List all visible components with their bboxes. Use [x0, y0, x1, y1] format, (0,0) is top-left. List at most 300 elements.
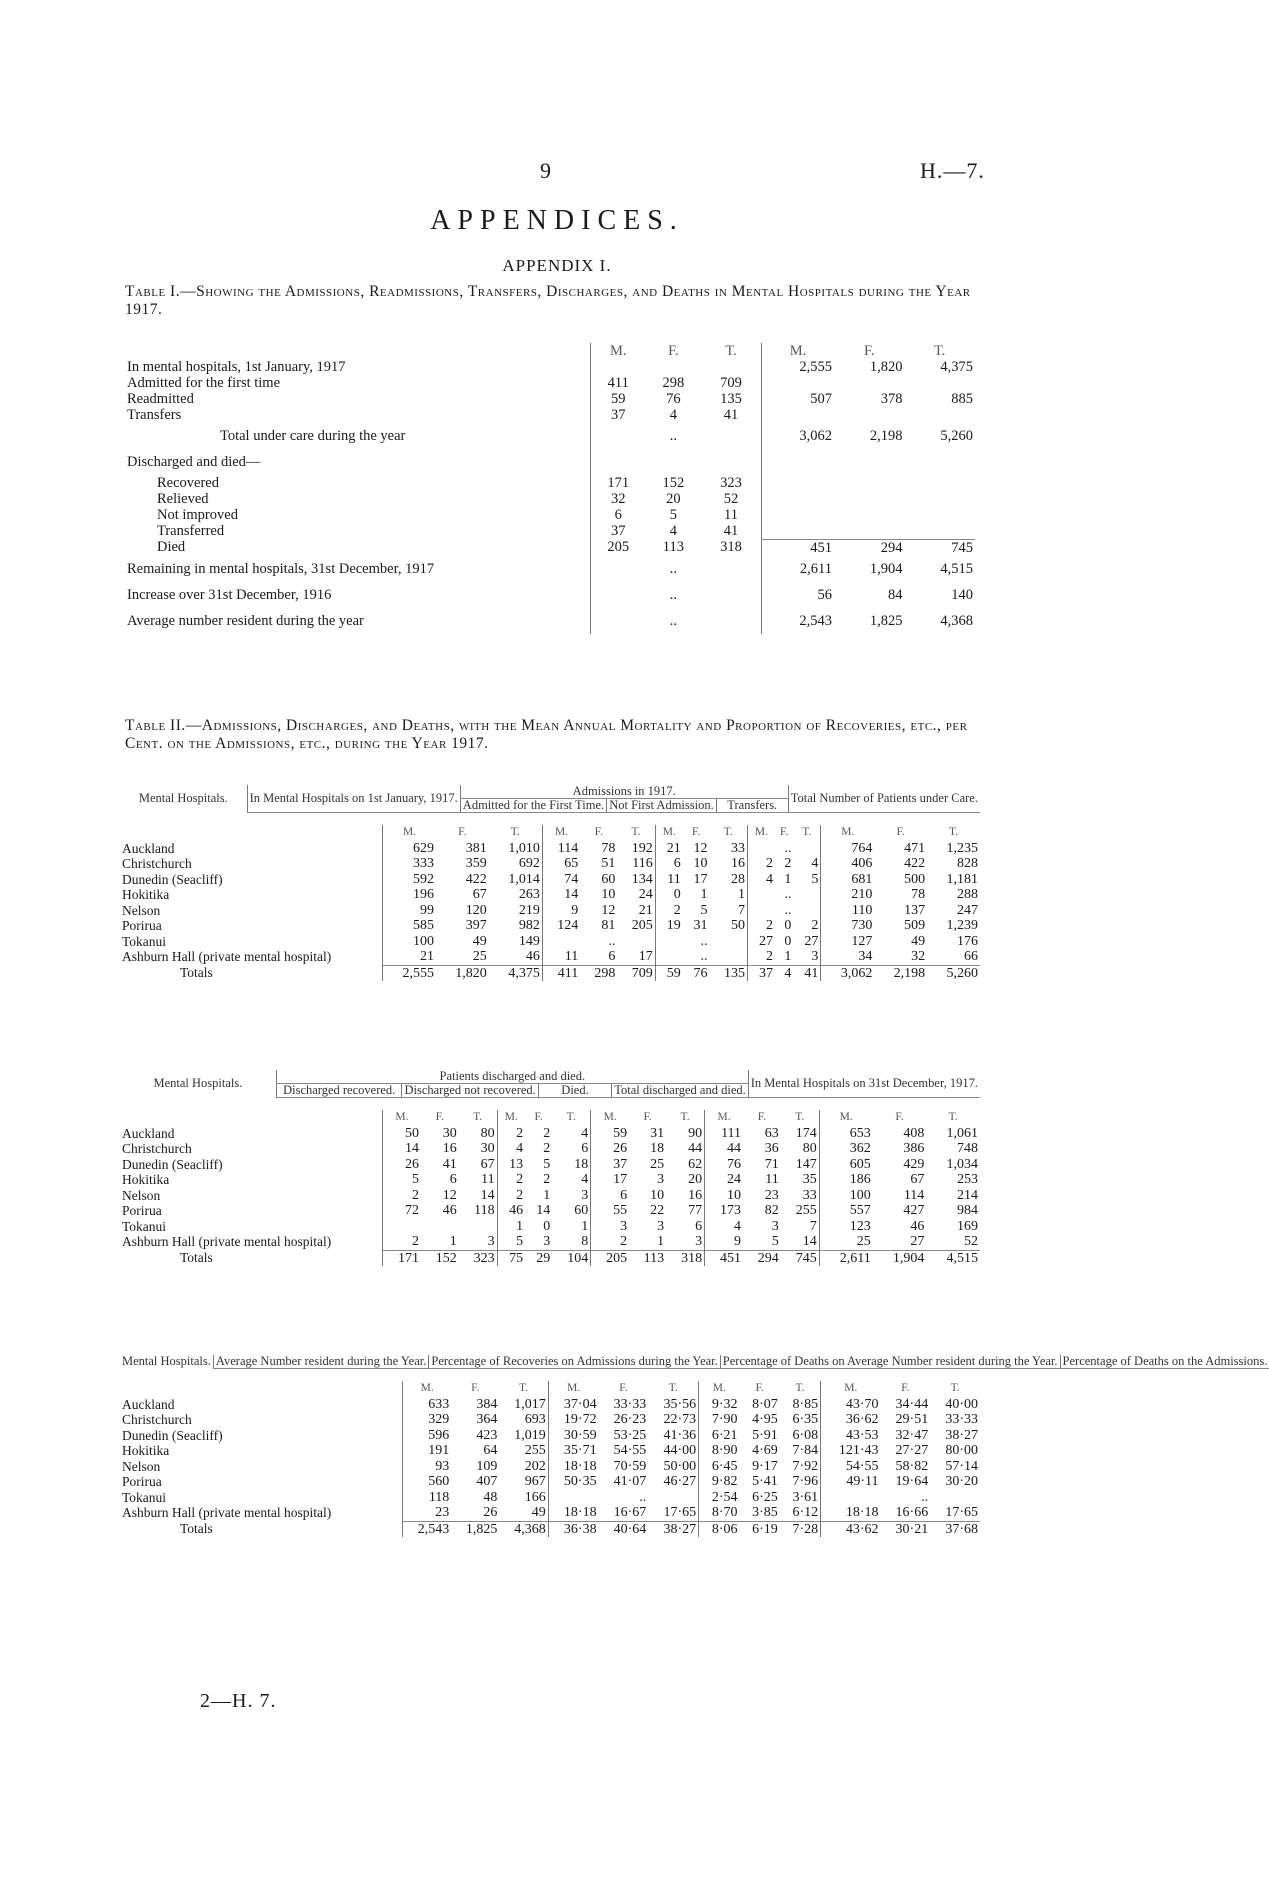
table-cell: 4: [775, 965, 793, 981]
p2-header-group: Patients discharged and died.: [276, 1070, 748, 1084]
table-cell: 210: [821, 887, 875, 903]
table-cell: 397: [465, 918, 487, 933]
table1-caption-text: —Showing the Admissions, Readmissions, Transfers, Discharges, and Deaths in Mental Hospitals during the Year 1917.: [125, 283, 971, 318]
table1-row: [125, 423, 975, 449]
table2-caption-lead: Table II.: [125, 717, 186, 734]
table-cell: 5·91: [752, 1427, 778, 1443]
hospital-row: [120, 1188, 980, 1204]
mft-header: M.: [548, 1381, 598, 1397]
table-cell: 253: [957, 1172, 978, 1187]
hospital-row: [120, 1141, 980, 1157]
table1-cell: 135: [720, 391, 742, 407]
table-cell: 100: [383, 934, 437, 950]
table-cell: 748: [957, 1141, 978, 1156]
table-cell: 35: [802, 1172, 817, 1187]
table-cell: 2: [383, 1234, 421, 1250]
table1-col-header: F.: [668, 343, 679, 359]
table-cell: 18: [574, 1156, 589, 1172]
table-cell: 51: [601, 856, 616, 871]
table-cell: 33: [802, 1187, 817, 1203]
table-cell: ..: [784, 887, 792, 902]
table-cell: 17: [591, 1172, 629, 1188]
table-cell: 80·00: [945, 1443, 978, 1458]
table-cell: 255: [524, 1443, 546, 1458]
table-cell: 1: [581, 1218, 589, 1234]
table1-cell: [701, 449, 761, 475]
table-cell: 46: [910, 1218, 925, 1234]
p1-header-first: Admitted for the First Time.: [460, 799, 606, 813]
table1-cell: 41: [723, 407, 739, 423]
footer-reference: 2—H. 7.: [200, 1690, 277, 1712]
table1-cell: 2,543: [761, 608, 834, 634]
p1-header-admissions: Admissions in 1917.: [460, 785, 788, 799]
table-cell: 43·62: [821, 1521, 881, 1537]
totals-row: [120, 1521, 980, 1537]
table-cell: 134: [631, 871, 653, 887]
table-cell: 202: [524, 1458, 546, 1474]
table-cell: 2: [543, 1141, 551, 1156]
table-cell: 629: [383, 841, 437, 857]
table-cell: 5: [771, 1234, 779, 1249]
table-cell: [821, 1490, 881, 1506]
table-cell: 57·14: [945, 1458, 978, 1474]
table-cell: 121·43: [821, 1443, 881, 1459]
table-cell: 9: [542, 903, 580, 919]
table1-cell: 1,820: [869, 359, 903, 375]
table-cell: 6: [655, 856, 683, 872]
table-cell: 50: [730, 918, 745, 933]
table1-cell: 59: [590, 391, 645, 407]
table1-cell: 152: [662, 475, 685, 491]
table-cell: 4,515: [926, 1250, 980, 1266]
table2-caption-text: —Admissions, Discharges, and Deaths, with the Mean Annual Mortality and Proportion of Recoveries, etc., per Cent. on the Admissions, etc., during the Year 1917.: [125, 717, 968, 752]
table1-row: [125, 507, 975, 523]
mft-header: F.: [757, 1111, 767, 1123]
table-cell: 76: [705, 1157, 743, 1173]
table1-cell: 2,611: [761, 556, 834, 582]
table-cell: 14: [383, 1141, 421, 1157]
hospital-row: [120, 1126, 980, 1142]
table-cell: 1,235: [946, 840, 978, 856]
hospital-name: Porirua: [122, 1474, 162, 1489]
table1-cell: 323: [720, 475, 742, 491]
table-cell: 135: [710, 965, 748, 981]
table1-cell: 1,825: [869, 612, 903, 629]
table-cell: 406: [821, 856, 875, 872]
table-cell: 186: [819, 1172, 873, 1188]
table-cell: 137: [904, 902, 926, 918]
table-cell: [548, 1490, 598, 1506]
hospital-name: Totals: [180, 965, 213, 981]
table-cell: 247: [957, 902, 978, 918]
hospital-name: Tokanui: [122, 1489, 167, 1505]
table-cell: 381: [465, 840, 487, 856]
table-cell: [747, 903, 775, 919]
hospital-row: [120, 1234, 980, 1250]
p1-header-hospitals: Mental Hospitals.: [138, 791, 228, 806]
table-cell: 4: [811, 856, 819, 871]
table-cell: 67: [910, 1172, 925, 1187]
table1-col-header: M.: [590, 343, 645, 359]
hospital-name: Nelson: [122, 1187, 161, 1203]
hospital-name: Hokitika: [122, 1172, 170, 1187]
table-cell: 118: [403, 1490, 452, 1506]
table-cell: 21: [638, 902, 653, 918]
table-cell: 2: [747, 856, 775, 872]
table-cell: 1,019: [514, 1427, 546, 1443]
table-cell: 4: [581, 1125, 589, 1141]
table-cell: 36·38: [548, 1521, 598, 1537]
table2-part3-grid: [120, 1355, 1269, 1369]
table-cell: 0: [655, 887, 683, 903]
table-cell: 8: [581, 1234, 589, 1249]
table1-row-label: Admitted for the first time: [127, 375, 281, 391]
table-cell: 19·64: [895, 1474, 929, 1489]
table-cell: 76: [683, 965, 710, 981]
table-cell: 30: [480, 1141, 495, 1156]
table1-row: [125, 407, 975, 423]
table1-cell: 2,198: [869, 428, 903, 444]
table1-cell: [590, 556, 645, 582]
p2-header-recovered: Discharged recovered.: [276, 1084, 402, 1098]
mft-header: M.: [403, 1381, 452, 1397]
hospital-row: [120, 1474, 980, 1490]
table-cell: 100: [819, 1188, 873, 1204]
table1-col-header: F.: [863, 343, 875, 359]
hospital-name: Hokitika: [122, 887, 170, 902]
table-cell: 1,034: [946, 1156, 978, 1172]
table-cell: 4,375: [489, 965, 543, 981]
table-cell: 63: [764, 1125, 779, 1141]
mft-header: T.: [680, 1111, 690, 1123]
table1-row-label: In mental hospitals, 1st January, 1917: [127, 359, 346, 375]
table-cell: ..: [921, 1489, 929, 1505]
table1-cell: 2,555: [761, 359, 834, 375]
table-cell: 2,198: [874, 965, 927, 981]
table-cell: 46: [497, 1203, 525, 1219]
mft-header: M.: [699, 1381, 740, 1397]
p3-body-grid: [120, 1381, 980, 1537]
totals-row: [120, 1250, 980, 1266]
table-cell: 7·92: [792, 1458, 819, 1474]
table1-caption-lead: Table I.: [125, 283, 181, 300]
table-cell: 173: [705, 1203, 743, 1219]
table-cell: 75: [497, 1250, 525, 1266]
table-cell: 60: [574, 1203, 589, 1218]
table-cell: 46: [525, 949, 540, 964]
table1-row: [125, 491, 975, 507]
table1-row: [125, 475, 975, 491]
hospital-row: [120, 887, 980, 903]
hospital-row: [120, 1443, 980, 1459]
mft-header: F.: [643, 1111, 652, 1123]
table-cell: [793, 887, 821, 903]
table-cell: 9: [705, 1234, 743, 1250]
table1-row: [125, 539, 975, 556]
table-cell: 77: [688, 1203, 703, 1218]
table-cell: 6·19: [740, 1521, 780, 1537]
table2-part2: [120, 1070, 980, 1266]
table-cell: 50·00: [663, 1458, 697, 1474]
hospital-name: Christchurch: [122, 856, 192, 871]
table-cell: 110: [821, 903, 875, 919]
table-cell: 3: [771, 1218, 779, 1234]
table-cell: 1,239: [946, 918, 978, 933]
table1-cell: 5,260: [940, 428, 973, 444]
hospital-row: [120, 856, 980, 872]
table-cell: 4: [705, 1219, 743, 1235]
table-cell: 8·85: [792, 1396, 819, 1412]
hospital-row: [120, 1490, 980, 1506]
table-cell: 14: [802, 1234, 817, 1249]
mft-header: T.: [950, 1382, 960, 1394]
table-cell: 557: [819, 1203, 873, 1219]
mft-header: F.: [755, 1382, 764, 1394]
table-cell: 7·28: [780, 1521, 821, 1537]
table-cell: 2,543: [403, 1521, 452, 1537]
table-cell: 2: [747, 918, 775, 934]
table-cell: 214: [957, 1187, 978, 1203]
table-cell: 14: [542, 887, 580, 903]
hospital-name: Hokitika: [122, 1443, 170, 1458]
table-cell: 2·54: [699, 1490, 740, 1506]
table-cell: 58·82: [895, 1458, 929, 1474]
p3-header-pctdeath-avg: Percentage of Deaths on Average Number resident during the Year.: [720, 1355, 1060, 1369]
table1-cell: 140: [951, 586, 973, 603]
table-cell: 633: [403, 1397, 452, 1413]
table-cell: 93: [403, 1459, 452, 1475]
table-cell: 23: [764, 1187, 779, 1203]
table-cell: 28: [730, 871, 745, 887]
table-cell: 298: [580, 965, 617, 981]
mft-header: F.: [534, 1111, 543, 1123]
table-cell: 7·96: [792, 1474, 819, 1489]
table1-cell: 205: [590, 539, 645, 556]
mft-header: T.: [795, 1111, 805, 1123]
table-cell: 124: [542, 918, 580, 934]
table-cell: 8·90: [699, 1443, 740, 1459]
table1-cell: 6: [590, 507, 645, 523]
mft-header: F.: [896, 826, 905, 838]
hospital-name: Christchurch: [122, 1141, 192, 1156]
table-cell: 29: [525, 1250, 552, 1266]
table-cell: 471: [904, 840, 926, 856]
table-cell: [383, 1219, 421, 1235]
hospital-name: Auckland: [122, 840, 175, 856]
table-cell: 36: [764, 1141, 779, 1156]
table2-part2-grid: [120, 1070, 980, 1098]
table-cell: 16·67: [613, 1505, 647, 1520]
table-cell: 50·35: [548, 1474, 598, 1490]
table-cell: 2: [655, 903, 683, 919]
table1-cell: 56: [761, 582, 834, 608]
table-cell: 43·70: [821, 1397, 881, 1413]
hospital-row: [120, 918, 980, 934]
table-cell: 17: [638, 949, 653, 964]
table-cell: 35·71: [548, 1443, 598, 1459]
table-cell: 34·44: [895, 1396, 929, 1412]
table1-cell: 11: [724, 507, 738, 523]
table1-cell: [590, 359, 645, 375]
hospital-name: Christchurch: [122, 1412, 192, 1427]
mft-header-row: [120, 1381, 980, 1397]
hospital-row: [120, 1397, 980, 1413]
p3-header-pctdeath-adm: Percentage of Deaths on the Admissions.: [1060, 1355, 1269, 1369]
table-cell: 730: [821, 918, 875, 934]
table1-cell: [904, 507, 975, 523]
mft-header: M.: [591, 1110, 629, 1126]
table-cell: 967: [524, 1474, 546, 1489]
table-cell: 20: [688, 1172, 703, 1187]
table-cell: 12: [601, 902, 616, 918]
table1-row-label: Recovered: [157, 475, 219, 491]
table1-cell: 298: [662, 375, 685, 391]
table-cell: 192: [631, 840, 653, 856]
table-cell: 52: [964, 1234, 978, 1249]
table-cell: 78: [601, 840, 616, 856]
table-cell: 3: [487, 1234, 495, 1249]
table-cell: [793, 841, 821, 857]
table-cell: 263: [518, 887, 540, 902]
table-cell: 3: [657, 1218, 665, 1234]
table-cell: 25: [650, 1156, 665, 1172]
table-cell: 2: [784, 856, 792, 871]
table1-cell: ..: [669, 428, 677, 444]
table1-row-label: Not improved: [157, 507, 238, 523]
table-cell: 38·27: [945, 1427, 978, 1443]
hospital-name: Ashburn Hall (private mental hospital): [122, 949, 332, 965]
table1-row-label: Relieved: [157, 491, 209, 507]
table-cell: 364: [476, 1412, 498, 1427]
table-cell: 362: [819, 1141, 873, 1157]
hospital-name: Totals: [180, 1521, 213, 1537]
table-cell: 33·33: [613, 1396, 647, 1412]
table-cell: 5: [700, 902, 708, 918]
table-cell: 585: [383, 918, 437, 934]
table-cell: 54·55: [821, 1459, 881, 1475]
table-cell: 681: [821, 872, 875, 888]
table-cell: 27: [747, 934, 775, 950]
table-cell: 18·18: [548, 1505, 598, 1521]
table-cell: 72: [383, 1203, 421, 1219]
table-cell: 11: [542, 949, 580, 965]
table-cell: 174: [795, 1125, 817, 1141]
table-cell: 17·65: [663, 1505, 697, 1520]
table1-cell: [904, 491, 975, 507]
table-cell: 41·07: [613, 1474, 647, 1489]
table-cell: 10: [601, 887, 616, 902]
table-cell: 5: [543, 1156, 551, 1172]
mft-header: M.: [383, 1110, 421, 1126]
table-cell: 3: [591, 1219, 629, 1235]
table-cell: 17·65: [945, 1505, 978, 1520]
table1: [125, 343, 975, 634]
table-cell: 30·21: [881, 1521, 931, 1537]
mft-header-spacer: [120, 1381, 403, 1397]
table-cell: 423: [476, 1427, 498, 1443]
table-cell: 16: [442, 1141, 457, 1156]
table1-cell: ..: [669, 586, 677, 603]
table-cell: 4: [497, 1141, 525, 1157]
table-cell: 1,904: [873, 1250, 927, 1266]
table1-cell: 411: [590, 375, 645, 391]
table1-cell: [904, 523, 975, 539]
table-cell: [421, 1219, 459, 1235]
hospital-name: Ashburn Hall (private mental hospital): [122, 1234, 332, 1250]
table-cell: 2: [497, 1126, 525, 1142]
table-cell: 6·08: [792, 1427, 819, 1443]
table-cell: 1: [700, 887, 708, 902]
mft-header: T.: [949, 826, 959, 838]
table-cell: 329: [403, 1412, 452, 1428]
table-cell: 46·27: [663, 1474, 697, 1489]
table-cell: 41: [442, 1156, 457, 1172]
table1-cell: ..: [669, 560, 677, 577]
table1-cell: [701, 556, 761, 582]
table-cell: 764: [821, 841, 875, 857]
mft-header-row: [120, 1110, 980, 1126]
table1-cell: ..: [669, 612, 677, 629]
hospital-row: [120, 1157, 980, 1173]
table-cell: 1: [543, 1187, 551, 1203]
table-cell: 49: [531, 1505, 546, 1520]
table-cell: 67: [472, 887, 487, 902]
table-cell: 8·07: [752, 1396, 778, 1412]
table1-row-label: Readmitted: [127, 391, 194, 407]
table-cell: 2,611: [819, 1250, 873, 1266]
table-cell: 709: [617, 965, 655, 981]
table-cell: 4·95: [752, 1412, 778, 1427]
table-cell: 29·51: [895, 1412, 929, 1427]
mft-header: T.: [802, 826, 812, 838]
table1-cell: [904, 475, 975, 491]
p2-header-in: In Mental Hospitals on 31st December, 1917.: [748, 1070, 980, 1098]
table-cell: 19·72: [548, 1412, 598, 1428]
table-cell: 38·27: [648, 1521, 698, 1537]
table2-part1: [120, 785, 980, 981]
table1-cell: [701, 423, 761, 449]
hospital-row: [120, 1172, 980, 1188]
table-cell: 23: [403, 1505, 452, 1521]
table-cell: 12: [693, 840, 708, 856]
table-cell: 294: [743, 1250, 781, 1266]
table-cell: 4·69: [752, 1443, 778, 1458]
table-cell: 318: [666, 1250, 704, 1266]
table-cell: 384: [476, 1396, 498, 1412]
table-cell: 71: [764, 1156, 779, 1172]
table-cell: 191: [403, 1443, 452, 1459]
table-cell: 386: [903, 1141, 925, 1156]
table-cell: 16·66: [895, 1505, 929, 1520]
table-cell: 30: [442, 1125, 457, 1141]
mft-header: M.: [705, 1110, 743, 1126]
table1-cell: [590, 449, 645, 475]
hospital-name: Dunedin (Seacliff): [122, 1427, 223, 1443]
table-cell: 1: [449, 1234, 457, 1249]
table-cell: 12: [442, 1187, 457, 1203]
hospital-row: [120, 1203, 980, 1219]
hospital-name: Auckland: [122, 1125, 175, 1141]
table1-row-label: Died: [157, 539, 186, 556]
table-cell: 41: [793, 965, 821, 981]
table-cell: 171: [383, 1250, 421, 1266]
table-cell: 18·18: [548, 1459, 598, 1475]
table-cell: [793, 903, 821, 919]
table1-row-label: Total under care during the year: [220, 428, 406, 444]
table-cell: 43·53: [821, 1428, 881, 1444]
table2-part3: [120, 1355, 1269, 1537]
mft-header: M.: [542, 825, 580, 841]
